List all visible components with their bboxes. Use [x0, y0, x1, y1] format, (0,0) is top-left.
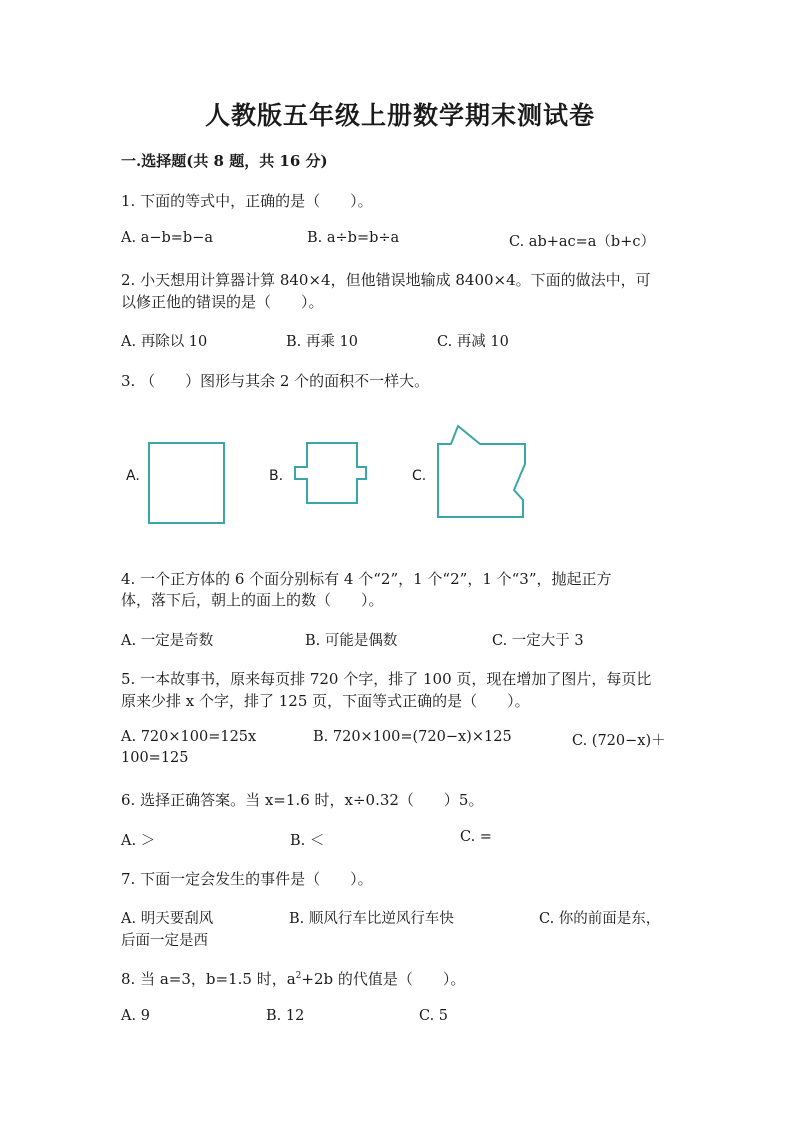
question-1-option-c[interactable]: C. ab+ac=a（b+c）	[509, 234, 655, 250]
section-heading: 一.选择题(共 8 题，共 16 分)	[121, 152, 328, 170]
question-5-option-c-continued: 100=125	[121, 750, 189, 766]
figure-a-rectangle	[149, 443, 224, 523]
question-2-stem-line-2: 以修正他的错误的是（ ）。	[121, 293, 324, 311]
question-5-option-c[interactable]: C. (720−x)＋	[572, 733, 666, 749]
question-8-option-b[interactable]: B. 12	[266, 1008, 305, 1024]
question-3-figure	[120, 420, 540, 530]
question-6-option-c[interactable]: C. =	[460, 829, 492, 845]
question-7-option-c-continued: 后面一定是西	[121, 933, 208, 949]
question-5-option-b[interactable]: B. 720×100=(720−x)×125	[313, 729, 512, 745]
question-4-option-a[interactable]: A. 一定是奇数	[121, 633, 214, 649]
question-2-option-a[interactable]: A. 再除以 10	[121, 334, 208, 350]
question-2-stem-line-1: 2. 小天想用计算器计算 840×4，但他错误地输成 8400×4。下面的做法中，可	[121, 271, 651, 289]
question-4-option-b[interactable]: B. 可能是偶数	[305, 633, 398, 649]
question-2-option-b[interactable]: B. 再乘 10	[286, 334, 358, 350]
figure-label-a: A.	[126, 468, 140, 484]
question-6-option-b[interactable]: B. ＜	[290, 833, 325, 849]
question-4-stem-line-1: 4. 一个正方体的 6 个面分别标有 4 个“2”，1 个“2”，1 个“3”，抛起正方	[121, 570, 612, 588]
question-8-option-c[interactable]: C. 5	[419, 1008, 449, 1024]
question-6-stem: 6. 选择正确答案。当 x=1.6 时，x÷0.32（ ）5。	[121, 791, 484, 809]
question-1-stem: 1. 下面的等式中，正确的是（ ）。	[121, 192, 373, 210]
question-7-stem: 7. 下面一定会发生的事件是（ ）。	[121, 870, 373, 888]
question-8-option-a[interactable]: A. 9	[121, 1008, 150, 1024]
question-7-option-a[interactable]: A. 明天要刮风	[121, 911, 214, 927]
figure-c-irregular-shape	[438, 426, 525, 517]
question-7-option-b[interactable]: B. 顺风行车比逆风行车快	[289, 911, 454, 927]
question-4-stem-line-2: 体，落下后，朝上的面上的数（ ）。	[121, 591, 384, 609]
question-4-option-c[interactable]: C. 一定大于 3	[492, 633, 584, 649]
question-5-stem-line-1: 5. 一本故事书，原来每页排 720 个字，排了 100 页，现在增加了图片，每页比	[121, 670, 652, 688]
question-5-stem-line-2: 原来少排 x 个字，排了 125 页，下面等式正确的是（ ）。	[121, 692, 530, 710]
question-8-stem: 8. 当 a=3，b=1.5 时，$a^2+2b$ 的代值是（ ）。	[121, 970, 466, 988]
figure-label-c: C.	[412, 468, 427, 484]
question-2-option-c[interactable]: C. 再减 10	[437, 334, 509, 350]
question-1-option-b[interactable]: B. a÷b=b÷a	[307, 230, 400, 246]
question-7-option-c[interactable]: C. 你的前面是东，	[539, 911, 661, 927]
page-title: 人教版五年级上册数学期末测试卷	[204, 101, 595, 130]
question-1-option-a[interactable]: A. a−b=b−a	[121, 230, 213, 246]
question-6-option-a[interactable]: A. ＞	[121, 833, 156, 849]
question-3-stem: 3. （ ）图形与其余 2 个的面积不一样大。	[121, 372, 430, 390]
question-5-option-a[interactable]: A. 720×100=125x	[121, 729, 257, 745]
figure-label-b: B.	[269, 468, 284, 484]
figure-b-notched-shape	[295, 443, 366, 503]
